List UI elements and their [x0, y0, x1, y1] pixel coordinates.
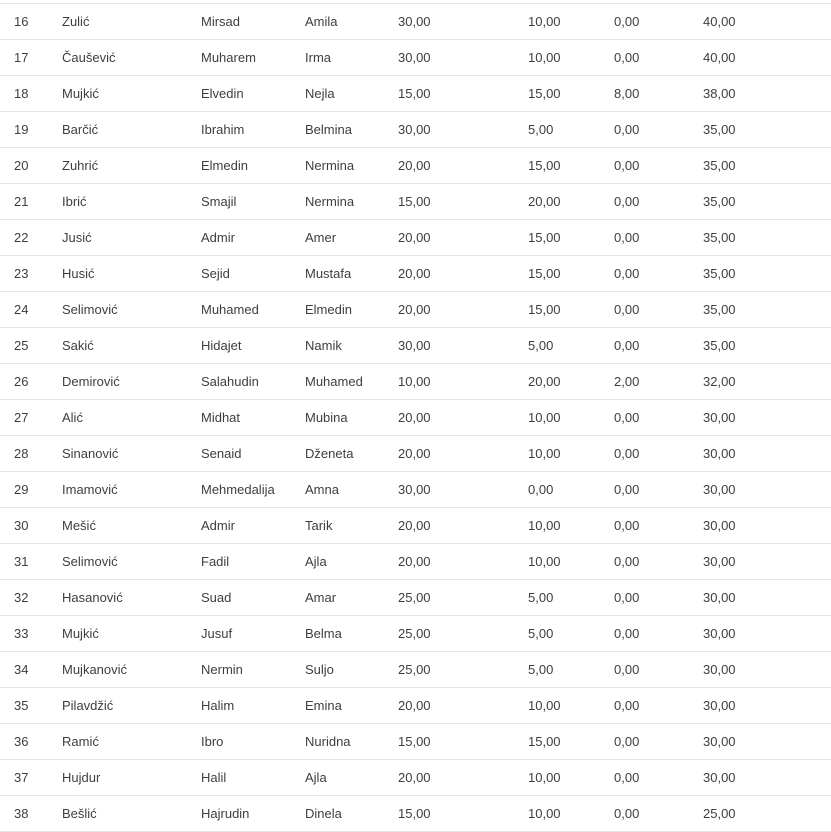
rank-cell: 23: [14, 266, 29, 281]
last-name-cell: Čaušević: [62, 50, 116, 65]
score-1-cell: 30,00: [398, 482, 431, 497]
rank-cell: 18: [14, 86, 29, 101]
score-2-cell: 0,00: [528, 482, 554, 497]
last-name-cell: Demirović: [62, 374, 120, 389]
score-1-cell: 20,00: [398, 770, 431, 785]
first-name-cell: Amna: [305, 482, 339, 497]
score-3-cell: 0,00: [614, 482, 640, 497]
total-cell: 35,00: [703, 266, 736, 281]
total-cell: 35,00: [703, 302, 736, 317]
total-cell: 40,00: [703, 50, 736, 65]
first-name-cell: Tarik: [305, 518, 333, 533]
table-row: [0, 724, 831, 760]
rank-cell: 29: [14, 482, 29, 497]
parent-name-cell: Nermin: [201, 662, 243, 677]
last-name-cell: Bešlić: [62, 806, 97, 821]
score-3-cell: 0,00: [614, 14, 640, 29]
score-1-cell: 20,00: [398, 266, 431, 281]
parent-name-cell: Hajrudin: [201, 806, 250, 821]
rank-cell: 35: [14, 698, 29, 713]
first-name-cell: Belma: [305, 626, 342, 641]
total-cell: 30,00: [703, 698, 736, 713]
parent-name-cell: Admir: [201, 518, 235, 533]
table-row: [0, 796, 831, 832]
score-1-cell: 20,00: [398, 554, 431, 569]
parent-name-cell: Halim: [201, 698, 235, 713]
rank-cell: 28: [14, 446, 29, 461]
last-name-cell: Sinanović: [62, 446, 119, 461]
table-row: [0, 364, 831, 400]
total-cell: 35,00: [703, 122, 736, 137]
score-2-cell: 5,00: [528, 590, 554, 605]
parent-name-cell: Mirsad: [201, 14, 241, 29]
rank-cell: 33: [14, 626, 29, 641]
score-3-cell: 0,00: [614, 626, 640, 641]
parent-name-cell: Elmedin: [201, 158, 248, 173]
score-1-cell: 15,00: [398, 734, 431, 749]
rank-cell: 19: [14, 122, 29, 137]
parent-name-cell: Muharem: [201, 50, 256, 65]
score-1-cell: 15,00: [398, 806, 431, 821]
score-3-cell: 8,00: [614, 86, 640, 101]
table-row: [0, 184, 831, 220]
last-name-cell: Jusić: [62, 230, 92, 245]
first-name-cell: Amar: [305, 590, 337, 605]
table-row: [0, 292, 831, 328]
first-name-cell: Nermina: [305, 194, 355, 209]
rank-cell: 31: [14, 554, 29, 569]
parent-name-cell: Ibrahim: [201, 122, 245, 137]
score-1-cell: 30,00: [398, 338, 431, 353]
score-3-cell: 0,00: [614, 554, 640, 569]
last-name-cell: Selimović: [62, 302, 118, 317]
table-row: [0, 220, 831, 256]
first-name-cell: Nuridna: [305, 734, 351, 749]
score-2-cell: 10,00: [528, 446, 561, 461]
score-3-cell: 0,00: [614, 806, 640, 821]
score-1-cell: 30,00: [398, 14, 431, 29]
score-3-cell: 2,00: [614, 374, 640, 389]
first-name-cell: Emina: [305, 698, 342, 713]
parent-name-cell: Admir: [201, 230, 235, 245]
last-name-cell: Mujkanović: [62, 662, 128, 677]
first-name-cell: Muhamed: [305, 374, 363, 389]
last-name-cell: Imamović: [62, 482, 118, 497]
results-table: [0, 3, 831, 832]
rank-cell: 25: [14, 338, 29, 353]
rank-cell: 20: [14, 158, 29, 173]
rank-cell: 37: [14, 770, 29, 785]
score-1-cell: 10,00: [398, 374, 431, 389]
score-3-cell: 0,00: [614, 770, 640, 785]
score-2-cell: 15,00: [528, 230, 561, 245]
score-2-cell: 15,00: [528, 734, 561, 749]
last-name-cell: Barčić: [62, 122, 99, 137]
score-2-cell: 10,00: [528, 770, 561, 785]
total-cell: 35,00: [703, 158, 736, 173]
score-3-cell: 0,00: [614, 230, 640, 245]
parent-name-cell: Suad: [201, 590, 232, 605]
score-1-cell: 20,00: [398, 698, 431, 713]
parent-name-cell: Muhamed: [201, 302, 259, 317]
first-name-cell: Nermina: [305, 158, 355, 173]
score-2-cell: 10,00: [528, 518, 561, 533]
total-cell: 30,00: [703, 482, 736, 497]
last-name-cell: Pilavdžić: [62, 698, 114, 713]
score-3-cell: 0,00: [614, 338, 640, 353]
total-cell: 30,00: [703, 626, 736, 641]
table-row: [0, 4, 831, 40]
score-2-cell: 10,00: [528, 806, 561, 821]
score-3-cell: 0,00: [614, 302, 640, 317]
score-3-cell: 0,00: [614, 662, 640, 677]
total-cell: 30,00: [703, 554, 736, 569]
table-row: [0, 544, 831, 580]
score-2-cell: 5,00: [528, 626, 554, 641]
parent-name-cell: Hidajet: [201, 338, 242, 353]
parent-name-cell: Smajil: [201, 194, 237, 209]
total-cell: 30,00: [703, 770, 736, 785]
score-1-cell: 20,00: [398, 158, 431, 173]
last-name-cell: Hujdur: [62, 770, 101, 785]
parent-name-cell: Sejid: [201, 266, 230, 281]
parent-name-cell: Halil: [201, 770, 227, 785]
last-name-cell: Zulić: [62, 14, 90, 29]
table-row: [0, 760, 831, 796]
rank-cell: 16: [14, 14, 29, 29]
score-1-cell: 25,00: [398, 662, 431, 677]
score-1-cell: 30,00: [398, 122, 431, 137]
last-name-cell: Alić: [62, 410, 83, 425]
score-3-cell: 0,00: [614, 410, 640, 425]
last-name-cell: Sakić: [62, 338, 94, 353]
table-row: [0, 148, 831, 184]
table-row: [0, 40, 831, 76]
parent-name-cell: Senaid: [201, 446, 242, 461]
table-row: [0, 580, 831, 616]
first-name-cell: Ajla: [305, 770, 327, 785]
total-cell: 30,00: [703, 410, 736, 425]
total-cell: 38,00: [703, 86, 736, 101]
score-2-cell: 15,00: [528, 266, 561, 281]
last-name-cell: Zuhrić: [62, 158, 99, 173]
first-name-cell: Dženeta: [305, 446, 354, 461]
first-name-cell: Irma: [305, 50, 331, 65]
score-2-cell: 10,00: [528, 698, 561, 713]
last-name-cell: Ramić: [62, 734, 99, 749]
first-name-cell: Namik: [305, 338, 342, 353]
rank-cell: 38: [14, 806, 29, 821]
table-row: [0, 472, 831, 508]
table-row: [0, 112, 831, 148]
score-1-cell: 20,00: [398, 518, 431, 533]
parent-name-cell: Ibro: [201, 734, 224, 749]
rank-cell: 32: [14, 590, 29, 605]
first-name-cell: Dinela: [305, 806, 342, 821]
rank-cell: 30: [14, 518, 29, 533]
score-3-cell: 0,00: [614, 50, 640, 65]
total-cell: 30,00: [703, 590, 736, 605]
score-1-cell: 30,00: [398, 50, 431, 65]
total-cell: 35,00: [703, 230, 736, 245]
parent-name-cell: Salahudin: [201, 374, 259, 389]
total-cell: 30,00: [703, 662, 736, 677]
total-cell: 30,00: [703, 734, 736, 749]
score-3-cell: 0,00: [614, 590, 640, 605]
table-row: [0, 328, 831, 364]
table-row: [0, 400, 831, 436]
parent-name-cell: Jusuf: [201, 626, 233, 641]
parent-name-cell: Mehmedalija: [201, 482, 275, 497]
total-cell: 32,00: [703, 374, 736, 389]
last-name-cell: Mešić: [62, 518, 96, 533]
first-name-cell: Ajla: [305, 554, 327, 569]
score-3-cell: 0,00: [614, 518, 640, 533]
last-name-cell: Selimović: [62, 554, 118, 569]
total-cell: 25,00: [703, 806, 736, 821]
first-name-cell: Mubina: [305, 410, 348, 425]
rank-cell: 17: [14, 50, 29, 65]
rank-cell: 36: [14, 734, 29, 749]
score-2-cell: 10,00: [528, 14, 561, 29]
score-2-cell: 15,00: [528, 86, 561, 101]
score-2-cell: 15,00: [528, 158, 561, 173]
score-3-cell: 0,00: [614, 734, 640, 749]
total-cell: 40,00: [703, 14, 736, 29]
rank-cell: 26: [14, 374, 29, 389]
last-name-cell: Mujkić: [62, 86, 99, 101]
score-1-cell: 20,00: [398, 302, 431, 317]
total-cell: 30,00: [703, 446, 736, 461]
score-2-cell: 5,00: [528, 662, 554, 677]
first-name-cell: Nejla: [305, 86, 335, 101]
score-1-cell: 15,00: [398, 194, 431, 209]
score-3-cell: 0,00: [614, 158, 640, 173]
score-1-cell: 20,00: [398, 230, 431, 245]
score-3-cell: 0,00: [614, 446, 640, 461]
rank-cell: 21: [14, 194, 29, 209]
score-3-cell: 0,00: [614, 698, 640, 713]
score-1-cell: 25,00: [398, 626, 431, 641]
score-2-cell: 5,00: [528, 338, 554, 353]
table-row: [0, 436, 831, 472]
last-name-cell: Mujkić: [62, 626, 99, 641]
first-name-cell: Amila: [305, 14, 338, 29]
rank-cell: 34: [14, 662, 29, 677]
first-name-cell: Belmina: [305, 122, 352, 137]
rank-cell: 27: [14, 410, 29, 425]
table-row: [0, 508, 831, 544]
score-2-cell: 20,00: [528, 374, 561, 389]
parent-name-cell: Midhat: [201, 410, 241, 425]
rank-cell: 24: [14, 302, 29, 317]
total-cell: 35,00: [703, 338, 736, 353]
last-name-cell: Ibrić: [62, 194, 87, 209]
score-3-cell: 0,00: [614, 194, 640, 209]
table-row: [0, 256, 831, 292]
table-row: [0, 652, 831, 688]
score-3-cell: 0,00: [614, 122, 640, 137]
parent-name-cell: Elvedin: [201, 86, 244, 101]
score-1-cell: 25,00: [398, 590, 431, 605]
first-name-cell: Mustafa: [305, 266, 352, 281]
score-2-cell: 15,00: [528, 302, 561, 317]
score-2-cell: 20,00: [528, 194, 561, 209]
last-name-cell: Hasanović: [62, 590, 123, 605]
score-3-cell: 0,00: [614, 266, 640, 281]
score-2-cell: 10,00: [528, 50, 561, 65]
table-row: [0, 616, 831, 652]
first-name-cell: Elmedin: [305, 302, 352, 317]
table-row: [0, 688, 831, 724]
parent-name-cell: Fadil: [201, 554, 230, 569]
total-cell: 30,00: [703, 518, 736, 533]
first-name-cell: Suljo: [305, 662, 334, 677]
score-1-cell: 20,00: [398, 446, 431, 461]
score-2-cell: 5,00: [528, 122, 554, 137]
score-2-cell: 10,00: [528, 554, 561, 569]
score-1-cell: 20,00: [398, 410, 431, 425]
first-name-cell: Amer: [305, 230, 337, 245]
total-cell: 35,00: [703, 194, 736, 209]
table-row: [0, 76, 831, 112]
rank-cell: 22: [14, 230, 29, 245]
score-2-cell: 10,00: [528, 410, 561, 425]
last-name-cell: Husić: [62, 266, 95, 281]
score-1-cell: 15,00: [398, 86, 431, 101]
